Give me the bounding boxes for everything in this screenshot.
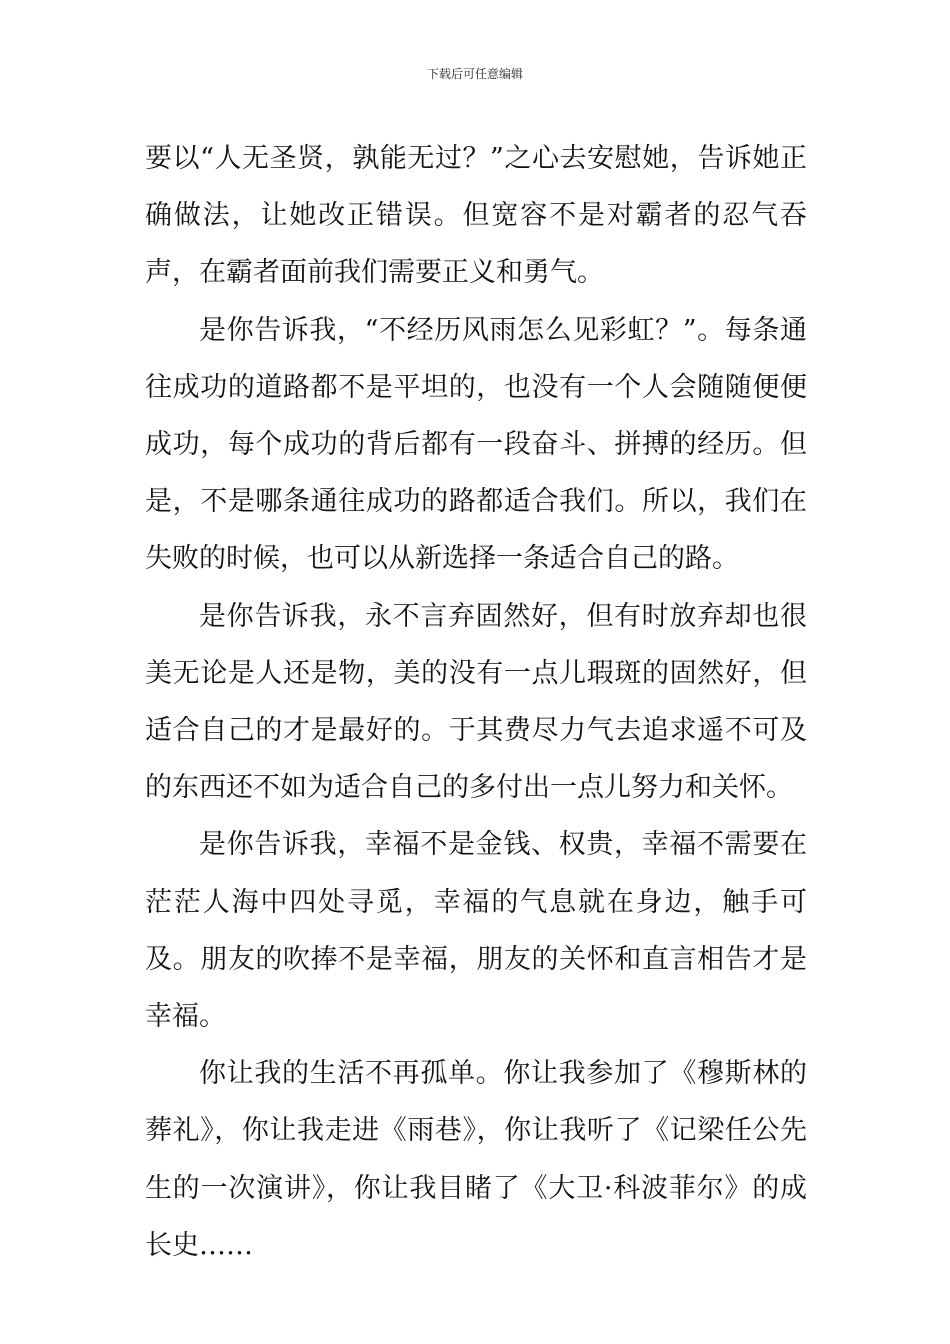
document-body (145, 130, 807, 1274)
paragraph-1: 要以“人无圣贤，孰能无过？”之心去安慰她，告诉她正确做法，让她改正错误。但宽容不是对霸者的忍气吞声，在霸者面前我们需要正义和勇气。 (145, 143, 807, 289)
page-header: 下载后可任意编辑 (426, 67, 523, 81)
paragraph-2: 是你告诉我，“不经历风雨怎么见彩虹？”。每条通往成功的道路都不是平坦的，也没有一个人会随随便便成功，每个成功的背后都有一段奋斗、拼搏的经历。但是，不是哪条通往成功的路都适合我们。所以，我们在失败的时候，也可以从新选择一条适合自己的路。 (145, 314, 807, 575)
paragraph-3: 是你告诉我，永不言弃固然好，但有时放弃却也很美无论是人还是物，美的没有一点儿瑕斑的固然好，但适合自己的才是最好的。于其费尽力气去追求遥不可及的东西还不如为适合自己的多付出一点儿努力和关怀。 (145, 600, 807, 804)
paragraph-4: 是你告诉我，幸福不是金钱、权贵，幸福不需要在茫茫人海中四处寻觅，幸福的气息就在身边，触手可及。朋友的吹捧不是幸福，朋友的关怀和直言相告才是幸福。 (145, 829, 807, 1033)
paragraph-5: 你让我的生活不再孤单。你让我参加了《穆斯林的葬礼》，你让我走进《雨巷》，你让我听了《记梁任公先生的一次演讲》，你让我目睹了《大卫·科波菲尔》的成长史…… (145, 1058, 807, 1261)
